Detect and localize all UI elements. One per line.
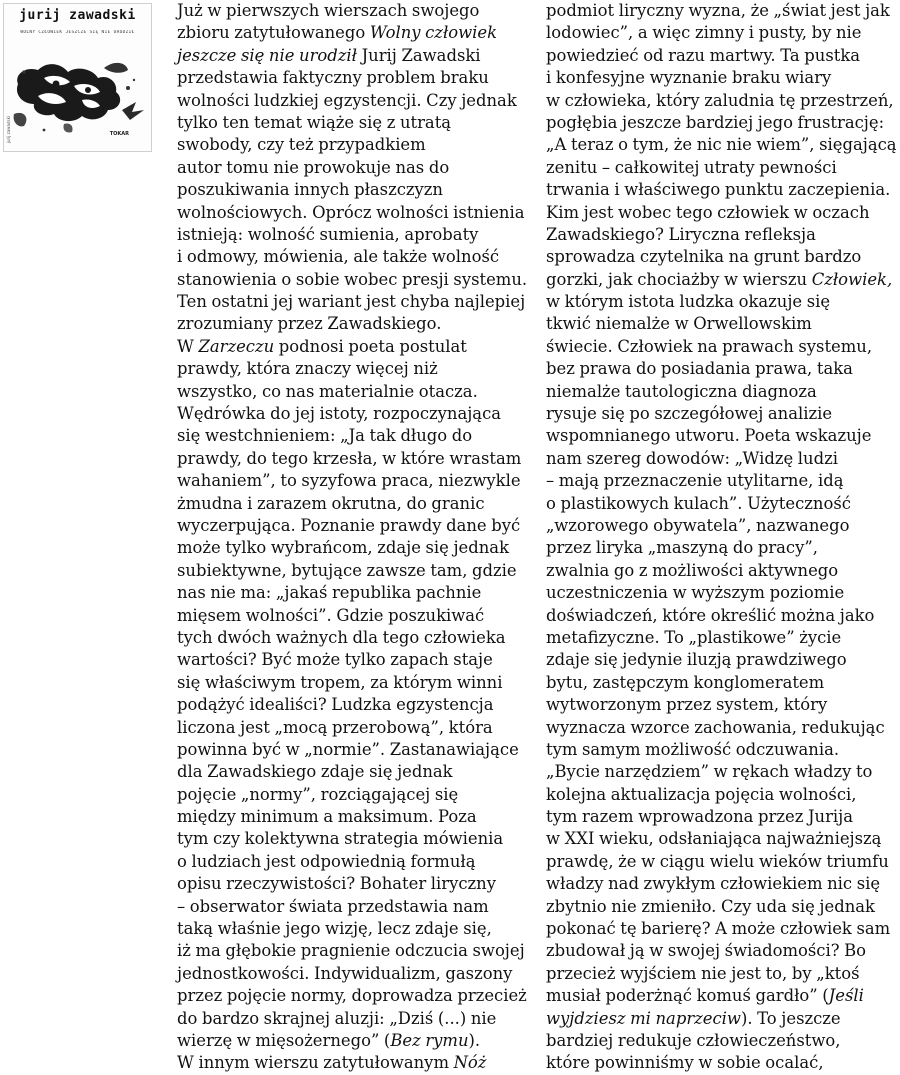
- text-line: [546, 246, 900, 268]
- text-line: [546, 717, 900, 739]
- text-line: [177, 358, 532, 380]
- text-line: [177, 537, 532, 559]
- text-run: mięsem wolności”. Gdzie poszukiwać: [177, 605, 485, 625]
- text-line: [546, 403, 900, 425]
- text-run: Kim jest wobec tego człowiek w oczach: [546, 202, 870, 222]
- text-run: wolnościowych. Oprócz wolności istnienia: [177, 202, 525, 222]
- text-line: [177, 1008, 532, 1030]
- italic-title: Bez rymu: [390, 1030, 469, 1050]
- text-run: tylko ten temat wiąże się z utratą: [177, 112, 452, 132]
- text-line: [546, 739, 900, 761]
- text-line: [177, 381, 532, 403]
- text-line: [546, 470, 900, 492]
- text-line: [546, 672, 900, 694]
- text-line: [177, 1052, 532, 1074]
- text-run: jednostkowości. Indywidualizm, gaszony: [177, 963, 513, 983]
- text-line: [177, 806, 532, 828]
- text-line: [177, 224, 532, 246]
- text-run: które powinniśmy w sobie ocalać,: [546, 1053, 824, 1073]
- text-run: do bardzo skrajnej aluzji: „Dziś (...) nie: [177, 1008, 497, 1028]
- text-line: [177, 761, 532, 783]
- text-line: [546, 0, 900, 22]
- text-run: ). To jeszcze: [740, 1008, 841, 1028]
- text-run: tym razem wprowadzona przez Jurija: [546, 807, 854, 827]
- text-run: wytworzonym przez system, który: [546, 695, 828, 715]
- text-line: [177, 873, 532, 895]
- ink-splash-illustration-icon: [4, 40, 152, 140]
- text-line: [177, 649, 532, 671]
- text-run: Zawadskiego? Liryczna refleksja: [546, 224, 816, 244]
- text-run: „A teraz o tym, że nic nie wiem”, sięgającą: [546, 135, 897, 155]
- text-run: władzy nad zwykłym człowiekiem nic się: [546, 874, 881, 894]
- text-line: [546, 828, 900, 850]
- cover-spine-text: jurij zawadski: [6, 115, 11, 143]
- text-run: wahaniem”, to syzyfowa praca, niezwykle: [177, 471, 521, 491]
- text-line: [546, 537, 900, 559]
- text-line: [177, 784, 532, 806]
- text-line: [546, 381, 900, 403]
- text-line: [177, 22, 532, 44]
- text-run: Ten ostatni jej wariant jest chyba najlepiej: [177, 292, 526, 312]
- text-line: [177, 940, 532, 962]
- italic-title: jeszcze się nie urodził: [177, 45, 357, 65]
- italic-title: Wolny człowiek: [369, 23, 498, 43]
- text-line: [546, 425, 900, 447]
- text-line: [177, 45, 532, 67]
- text-line: [177, 336, 532, 358]
- book-cover: [3, 3, 152, 152]
- text-line: [177, 0, 532, 22]
- text-run: zbytnio nie zmieniło. Czy uda się jednak: [546, 896, 875, 916]
- text-run: liczona jest „mocą przerobową”, która: [177, 717, 493, 737]
- text-line: [546, 649, 900, 671]
- text-run: – mają przeznaczenie utylitarne, idą: [546, 471, 844, 491]
- text-line: [546, 45, 900, 67]
- text-run: – obserwator świata przedstawia nam: [177, 896, 489, 916]
- text-line: [177, 157, 532, 179]
- text-run: o ludziach jest odpowiednią formułą: [177, 851, 476, 871]
- text-run: przecież wyjściem nie jest to, by „ktoś: [546, 963, 860, 983]
- text-line: [546, 157, 900, 179]
- text-run: bez prawa do posiadania prawa, taka: [546, 359, 853, 379]
- text-run: doświadczeń, które określić można jako: [546, 605, 875, 625]
- text-line: [546, 784, 900, 806]
- text-line: [177, 605, 532, 627]
- text-run: tkwić niemalże w Orwellowskim: [546, 314, 812, 334]
- text-line: [546, 493, 900, 515]
- text-line: [546, 336, 900, 358]
- text-run: Wędrówka do jej istoty, rozpoczynająca: [177, 404, 502, 424]
- text-run: lodowiec”, a więc zimny i pusty, by nie: [546, 23, 862, 43]
- text-run: powiedzieć od razu martwy. Ta pustka: [546, 45, 861, 65]
- cover-subtitle: WOLNY CZŁOWIEK JESZCZE SIĘ NIE URODZIŁ: [20, 30, 135, 35]
- text-line: [546, 224, 900, 246]
- text-run: przedstawia faktyczny problem braku: [177, 68, 489, 88]
- text-run: wyznacza wzorce zachowania, redukując: [546, 717, 885, 737]
- text-run: metafizyczne. To „plastikowe” życie: [546, 627, 842, 647]
- text-line: [546, 627, 900, 649]
- text-run: iż ma głębokie pragnienie odczucia swojej: [177, 941, 525, 961]
- text-line: [177, 246, 532, 268]
- text-line: [177, 717, 532, 739]
- text-run: wierzę w mięsożernego” (: [177, 1030, 391, 1050]
- text-run: W innym wierszu zatytułowanym: [177, 1053, 454, 1073]
- text-line: [177, 582, 532, 604]
- text-run: ).: [468, 1030, 481, 1050]
- text-run: trwania i właściwego punktu zaczepienia.: [546, 180, 891, 200]
- text-run: taką właśnie jego wizję, lecz zdaje się,: [177, 919, 492, 939]
- italic-title: wyjdziesz mi naprzeciw: [546, 1008, 741, 1028]
- text-line: [546, 1008, 900, 1030]
- text-line: [177, 985, 532, 1007]
- text-run: i konfesyjne wyznanie braku wiary: [546, 68, 832, 88]
- text-run: W: [177, 336, 199, 356]
- text-line: [546, 694, 900, 716]
- text-line: [177, 828, 532, 850]
- text-run: wspomnianego utworu. Poeta wskazuje: [546, 426, 872, 446]
- text-run: zrozumiany przez Zawadskiego.: [177, 314, 442, 334]
- text-run: prawdę, że w ciągu wielu wieków triumfu: [546, 851, 889, 871]
- text-line: [546, 112, 900, 134]
- text-run: swobody, czy też przypadkiem: [177, 135, 426, 155]
- text-run: podnosi poeta postulat: [274, 336, 467, 356]
- text-line: [177, 851, 532, 873]
- text-line: [546, 873, 900, 895]
- text-run: dla Zawadskiego zdaje się jednak: [177, 762, 453, 782]
- text-line: [177, 918, 532, 940]
- text-run: poszukiwania innych płaszczyzn: [177, 180, 443, 200]
- text-line: [546, 1052, 900, 1074]
- text-line: [546, 985, 900, 1007]
- text-run: żmudna i zarazem okrutna, do granic: [177, 493, 485, 513]
- text-run: w którym istota ludzka okazuje się: [546, 292, 831, 312]
- text-run: wolności ludzkiej egzystencji. Czy jednak: [177, 90, 517, 110]
- text-run: zbudował ją w swojej świadomości? Bo: [546, 941, 867, 961]
- text-line: [546, 22, 900, 44]
- text-line: [177, 515, 532, 537]
- text-line: [177, 90, 532, 112]
- text-line: [546, 179, 900, 201]
- text-line: [546, 448, 900, 470]
- cover-author: jurij zawadski: [19, 8, 136, 23]
- text-run: podmiot liryczny wyzna, że „świat jest jak: [546, 1, 890, 20]
- text-run: zenitu – całkowitej utraty pewności: [546, 157, 837, 177]
- text-run: powinna być w „normie”. Zastanawiające: [177, 739, 519, 759]
- text-line: [546, 134, 900, 156]
- text-line: [546, 582, 900, 604]
- text-run: wszystko, co nas materialnie otacza.: [177, 381, 478, 401]
- text-line: [177, 269, 532, 291]
- text-run: uczestniczenia w wyższym poziomie: [546, 583, 845, 603]
- text-run: zwalnia go z możliwości aktywnego: [546, 560, 839, 580]
- text-run: Już w pierwszych wierszach swojego: [177, 1, 480, 20]
- text-line: [177, 179, 532, 201]
- text-run: w człowieka, który zaludnia tę przestrzeń,: [546, 90, 894, 110]
- text-run: się właściwym tropem, za którym winni: [177, 672, 503, 692]
- italic-title: Zarzeczu: [198, 336, 275, 356]
- text-line: [177, 134, 532, 156]
- text-run: gorzki, jak chociażby w wierszu: [546, 269, 812, 289]
- text-run: może tylko wybrańcom, zdaje się jednak: [177, 538, 509, 558]
- text-line: [546, 940, 900, 962]
- text-run: Jurij Zawadski: [356, 45, 481, 65]
- text-run: pokonać tę barierę? A może człowiek sam: [546, 919, 891, 939]
- italic-title: Człowiek,: [811, 269, 893, 289]
- text-line: [177, 694, 532, 716]
- text-run: „wzorowego obywatela”, nazwanego: [546, 515, 850, 535]
- text-run: subiektywne, bytujące zawsze tam, gdzie: [177, 560, 517, 580]
- text-run: przez liryka „maszyną do pracy”,: [546, 538, 818, 558]
- text-line: [177, 963, 532, 985]
- text-run: niemalże tautologiczna diagnoza: [546, 381, 817, 401]
- text-line: [546, 67, 900, 89]
- text-run: tym samym możliwość odczuwania.: [546, 739, 840, 759]
- text-run: bytu, zastępczym konglomeratem: [546, 672, 825, 692]
- text-column-left: [177, 0, 532, 1075]
- text-run: się westchnieniem: „Ja tak długo do: [177, 426, 473, 446]
- text-line: [546, 202, 900, 224]
- text-run: autor tomu nie prowokuje nas do: [177, 157, 450, 177]
- text-line: [546, 515, 900, 537]
- text-run: pogłębia jeszcze bardziej jego frustrację:: [546, 112, 885, 132]
- text-run: wartości? Być może tylko zapach staje: [177, 650, 493, 670]
- text-run: tych dwóch ważnych dla tego człowieka: [177, 627, 506, 647]
- text-run: prawdy, do tego krzesła, w które wrastam: [177, 448, 522, 468]
- text-run: przez pojęcie normy, doprowadza przecież: [177, 986, 527, 1006]
- text-run: opisu rzeczywistości? Bohater liryczny: [177, 874, 496, 894]
- text-line: [546, 761, 900, 783]
- text-run: podążyć idealiści? Ludzka egzystencja: [177, 695, 494, 715]
- text-line: [177, 403, 532, 425]
- text-line: [177, 202, 532, 224]
- text-line: [177, 493, 532, 515]
- text-run: istnieją: wolność sumienia, aprobaty: [177, 224, 479, 244]
- text-run: rysuje się po szczegółowej analizie: [546, 404, 833, 424]
- text-line: [546, 1030, 900, 1052]
- text-run: o plastikowych kulach”. Użyteczność: [546, 493, 851, 513]
- text-line: [177, 560, 532, 582]
- italic-title: Nóż: [453, 1053, 487, 1073]
- text-line: [546, 963, 900, 985]
- text-line: [546, 358, 900, 380]
- text-line: [177, 425, 532, 447]
- text-line: [177, 1030, 532, 1052]
- text-run: i odmowy, mówienia, ale także wolność: [177, 247, 500, 267]
- text-run: nam szereg dowodów: „Widzę ludzi: [546, 448, 838, 468]
- text-run: w XXI wieku, odsłaniająca najważniejszą: [546, 829, 882, 849]
- text-run: stanowienia o sobie wobec presji systemu.: [177, 269, 528, 289]
- text-line: [546, 313, 900, 335]
- text-run: tym czy kolektywna strategia mówienia: [177, 829, 504, 849]
- text-run: między minimum a maksimum. Poza: [177, 807, 477, 827]
- text-run: sprowadza czytelnika na grunt bardzo: [546, 247, 862, 267]
- text-line: [546, 560, 900, 582]
- text-line: [177, 896, 532, 918]
- text-line: [177, 470, 532, 492]
- text-run: pojęcie „normy”, rozciągającej się: [177, 784, 459, 804]
- text-run: nas nie ma: „jakaś republika pachnie: [177, 583, 482, 603]
- text-run: bardziej redukuje człowieczeństwo,: [546, 1030, 841, 1050]
- text-line: [177, 67, 532, 89]
- text-line: [177, 672, 532, 694]
- text-line: [546, 851, 900, 873]
- text-run: świecie. Człowiek na prawach systemu,: [546, 336, 873, 356]
- text-run: kolejna aktualizacja pojęcia wolności,: [546, 784, 857, 804]
- text-line: [546, 806, 900, 828]
- text-line: [177, 313, 532, 335]
- text-line: [546, 90, 900, 112]
- text-line: [546, 605, 900, 627]
- text-line: [177, 112, 532, 134]
- text-run: „Bycie narzędziem” w rękach władzy to: [546, 762, 873, 782]
- text-line: [177, 627, 532, 649]
- text-line: [546, 269, 900, 291]
- text-run: prawdy, która znaczy więcej niż: [177, 359, 438, 379]
- text-run: zbioru zatytułowanego: [177, 23, 370, 43]
- text-run: musiał poderżnąć komuś gardło” (: [546, 986, 829, 1006]
- italic-title: Jeśli: [828, 986, 864, 1006]
- text-line: [177, 448, 532, 470]
- cover-publisher: TOKAR: [109, 131, 129, 137]
- text-run: zdaje się jedynie iluzją prawdziwego: [546, 650, 847, 670]
- text-line: [546, 918, 900, 940]
- text-line: [546, 291, 900, 313]
- text-run: wyczerpująca. Poznanie prawdy dane być: [177, 515, 521, 535]
- text-line: [177, 739, 532, 761]
- text-column-right: [546, 0, 900, 1075]
- text-line: [546, 896, 900, 918]
- text-line: [177, 291, 532, 313]
